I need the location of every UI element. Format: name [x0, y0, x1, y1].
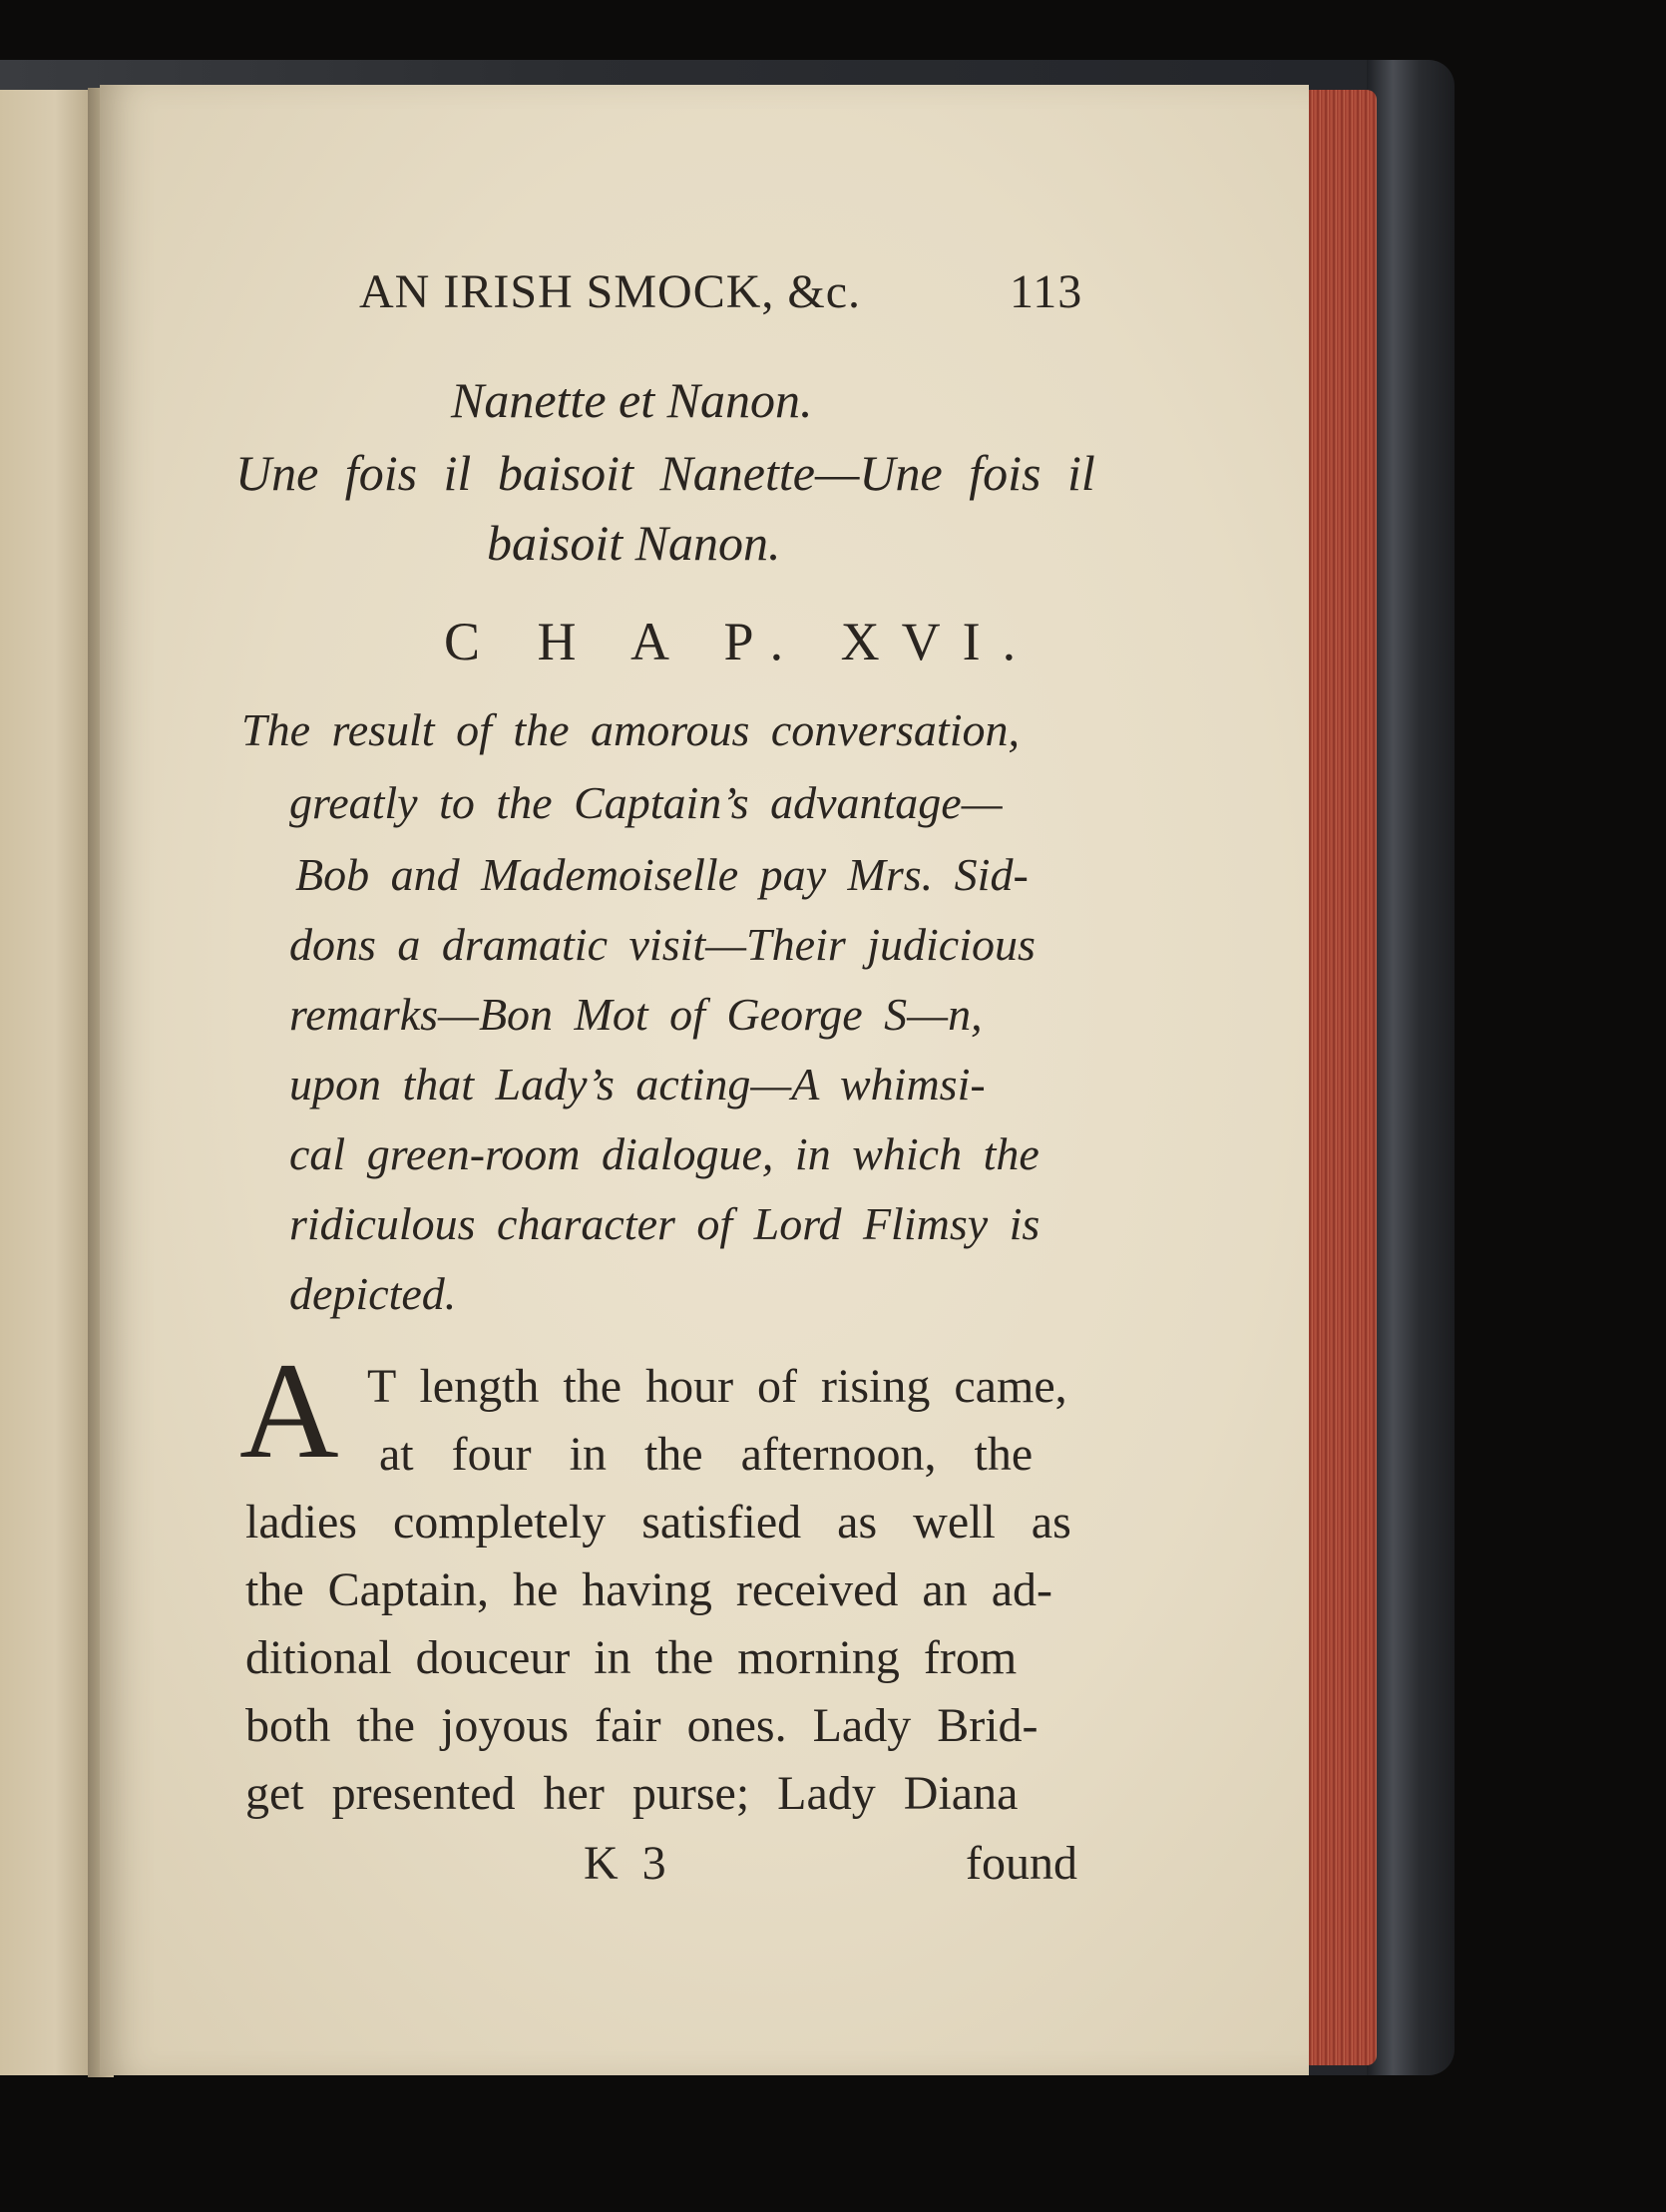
- body-line: get presented her purse; Lady Diana: [245, 1767, 1019, 1820]
- chapter-summary-line: remarks—Bon Mot of George S—n,: [289, 989, 983, 1040]
- signature-mark: K 3: [584, 1837, 666, 1890]
- chapter-summary-line: greatly to the Captain’s advantage—: [289, 777, 1003, 828]
- running-title: AN IRISH SMOCK, &c.: [359, 265, 862, 318]
- chapter-heading: C H A P. XVI.: [444, 612, 1039, 671]
- body-line: ditional douceur in the morning from: [245, 1631, 1018, 1684]
- drop-cap: A: [239, 1334, 339, 1487]
- catchword: found: [966, 1837, 1077, 1890]
- chapter-summary-line: ridiculous character of Lord Flimsy is: [289, 1198, 1041, 1249]
- chapter-summary-line: cal green-room dialogue, in which the: [289, 1128, 1040, 1179]
- chapter-summary-line: upon that Lady’s acting—A whimsi-: [289, 1059, 986, 1109]
- chapter-summary-line: dons a dramatic visit—Their judicious: [289, 919, 1036, 970]
- body-line: both the joyous fair ones. Lady Brid-: [245, 1699, 1039, 1752]
- chapter-summary-line: Bob and Mademoiselle pay Mrs. Sid-: [295, 849, 1029, 900]
- body-line: T length the hour of rising came,: [367, 1360, 1067, 1413]
- red-page-edges: [1297, 90, 1377, 2065]
- chapter-summary-line: The result of the amorous conversation,: [241, 704, 1020, 755]
- verse-line: Nanette et Nanon.: [451, 372, 813, 428]
- body-line: at four in the afternoon, the: [379, 1428, 1034, 1481]
- book-cover-edge: [1367, 60, 1455, 2075]
- verse-line: Une fois il baisoit Nanette—Une fois il: [235, 445, 1095, 501]
- chapter-summary-line: depicted.: [289, 1268, 457, 1319]
- body-line: ladies completely satisfied as well as: [245, 1496, 1071, 1548]
- body-line: the Captain, he having received an ad-: [245, 1563, 1053, 1616]
- page-number: 113: [1010, 265, 1083, 318]
- verse-line: baisoit Nanon.: [487, 515, 781, 571]
- left-page: [0, 90, 92, 2075]
